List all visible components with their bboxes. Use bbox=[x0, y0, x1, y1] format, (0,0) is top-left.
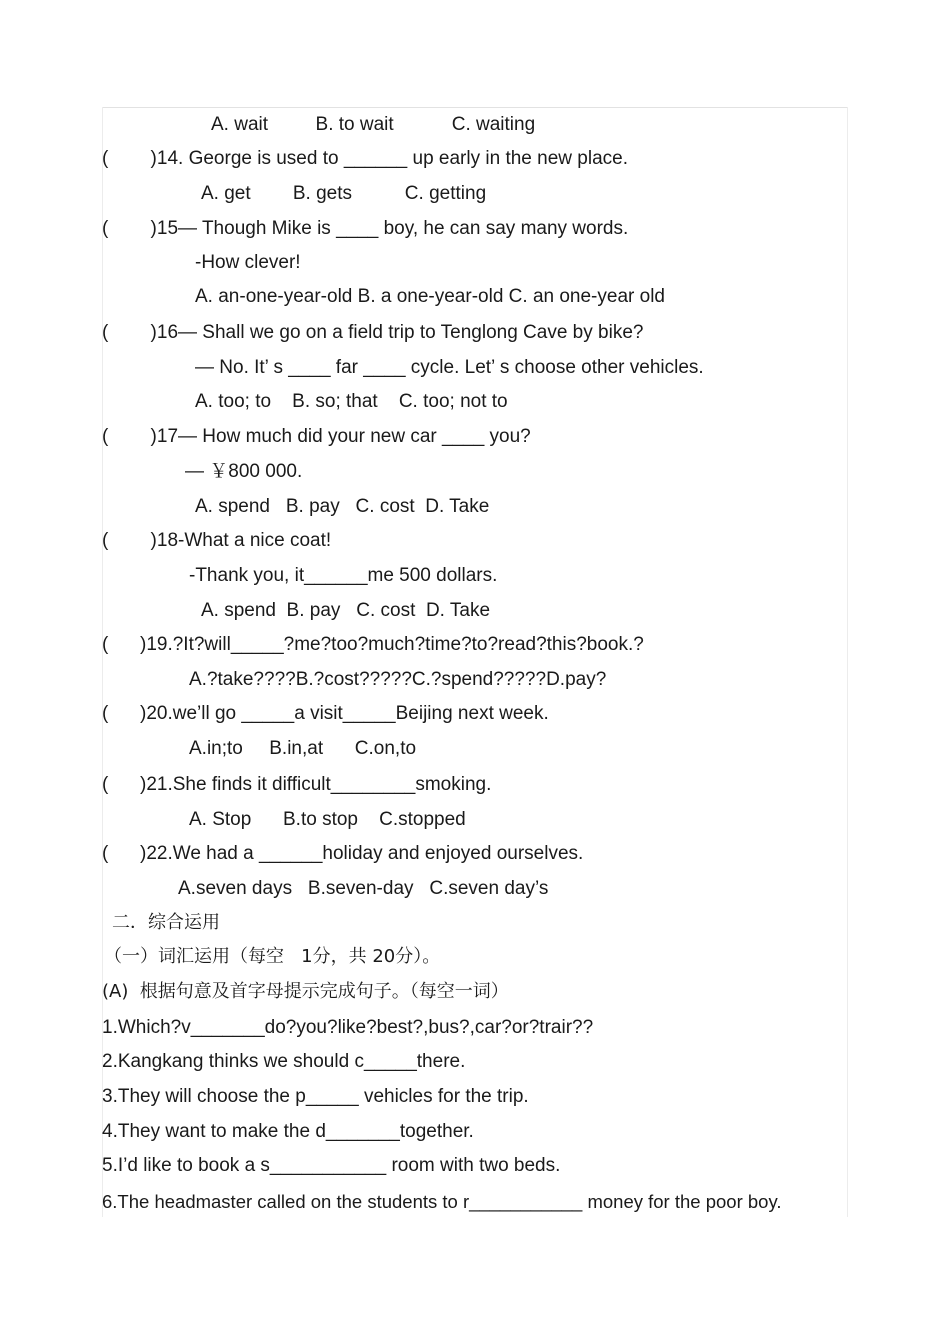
subsection-title: （一）词汇运用（每空 1分，共 20分）。 bbox=[104, 946, 441, 967]
q16-reply: — No. It’ s ____ far ____ cycle. Let’ s choose other vehicles. bbox=[195, 357, 704, 378]
fill-in-4: 4.They want to make the d_______together. bbox=[102, 1121, 474, 1142]
q22-options: A.seven days B.seven-day C.seven day’s bbox=[178, 878, 549, 899]
q17-options: A. spend B. pay C. cost D. Take bbox=[195, 496, 490, 517]
fill-in-6: 6.The headmaster called on the students to r___________ money for the poor boy. bbox=[102, 1191, 782, 1212]
fill-in-2: 2.Kangkang thinks we should c_____there. bbox=[102, 1051, 466, 1072]
q18-reply: -Thank you, it______me 500 dollars. bbox=[189, 565, 498, 586]
fill-in-1: 1.Which?v_______do?you?like?best?,bus?,car?or?trair?? bbox=[102, 1017, 594, 1038]
q15-reply: -How clever! bbox=[195, 252, 301, 273]
question-20: ( )20.we’ll go _____a visit_____Beijing next week. bbox=[102, 703, 549, 724]
q17-reply: — ￥800 000. bbox=[185, 461, 303, 482]
part-a-instructions: (A) 根据句意及首字母提示完成句子。（每空一词） bbox=[102, 981, 509, 1002]
q14-options: A. get B. gets C. getting bbox=[201, 183, 487, 204]
q21-options: A. Stop B.to stop C.stopped bbox=[189, 809, 466, 830]
question-19: ( )19.?It?will_____?me?too?much?time?to?read?this?book.? bbox=[102, 634, 644, 655]
question-18: ( )18-What a nice coat! bbox=[102, 530, 332, 551]
q15-options: A. an-one-year-old B. a one-year-old C. an one-year old bbox=[195, 286, 665, 307]
question-21: ( )21.She finds it difficult________smoking. bbox=[102, 774, 492, 795]
fill-in-5: 5.I’d like to book a s___________ room with two beds. bbox=[102, 1155, 561, 1176]
q18-options: A. spend B. pay C. cost D. Take bbox=[201, 600, 491, 621]
q13-options: A. wait B. to wait C. waiting bbox=[211, 114, 536, 135]
question-14: ( )14. George is used to ______ up early in the new place. bbox=[102, 148, 628, 169]
q20-options: A.in;to B.in,at C.on,to bbox=[189, 738, 417, 759]
question-16: ( )16— Shall we go on a field trip to Tenglong Cave by bike? bbox=[102, 322, 644, 343]
page-border-right bbox=[847, 107, 848, 1217]
question-22: ( )22.We had a ______holiday and enjoyed ourselves. bbox=[102, 843, 584, 864]
q16-options: A. too; to B. so; that C. too; not to bbox=[195, 391, 508, 412]
question-15: ( )15— Though Mike is ____ boy, he can say many words. bbox=[102, 218, 629, 239]
q19-options: A.?take????B.?cost?????C.?spend?????D.pay? bbox=[189, 669, 607, 690]
section-title: 二．综合运用 bbox=[112, 912, 220, 933]
fill-in-3: 3.They will choose the p_____ vehicles for the trip. bbox=[102, 1086, 529, 1107]
page-border-top bbox=[102, 107, 848, 108]
question-17: ( )17— How much did your new car ____ you? bbox=[102, 426, 531, 447]
